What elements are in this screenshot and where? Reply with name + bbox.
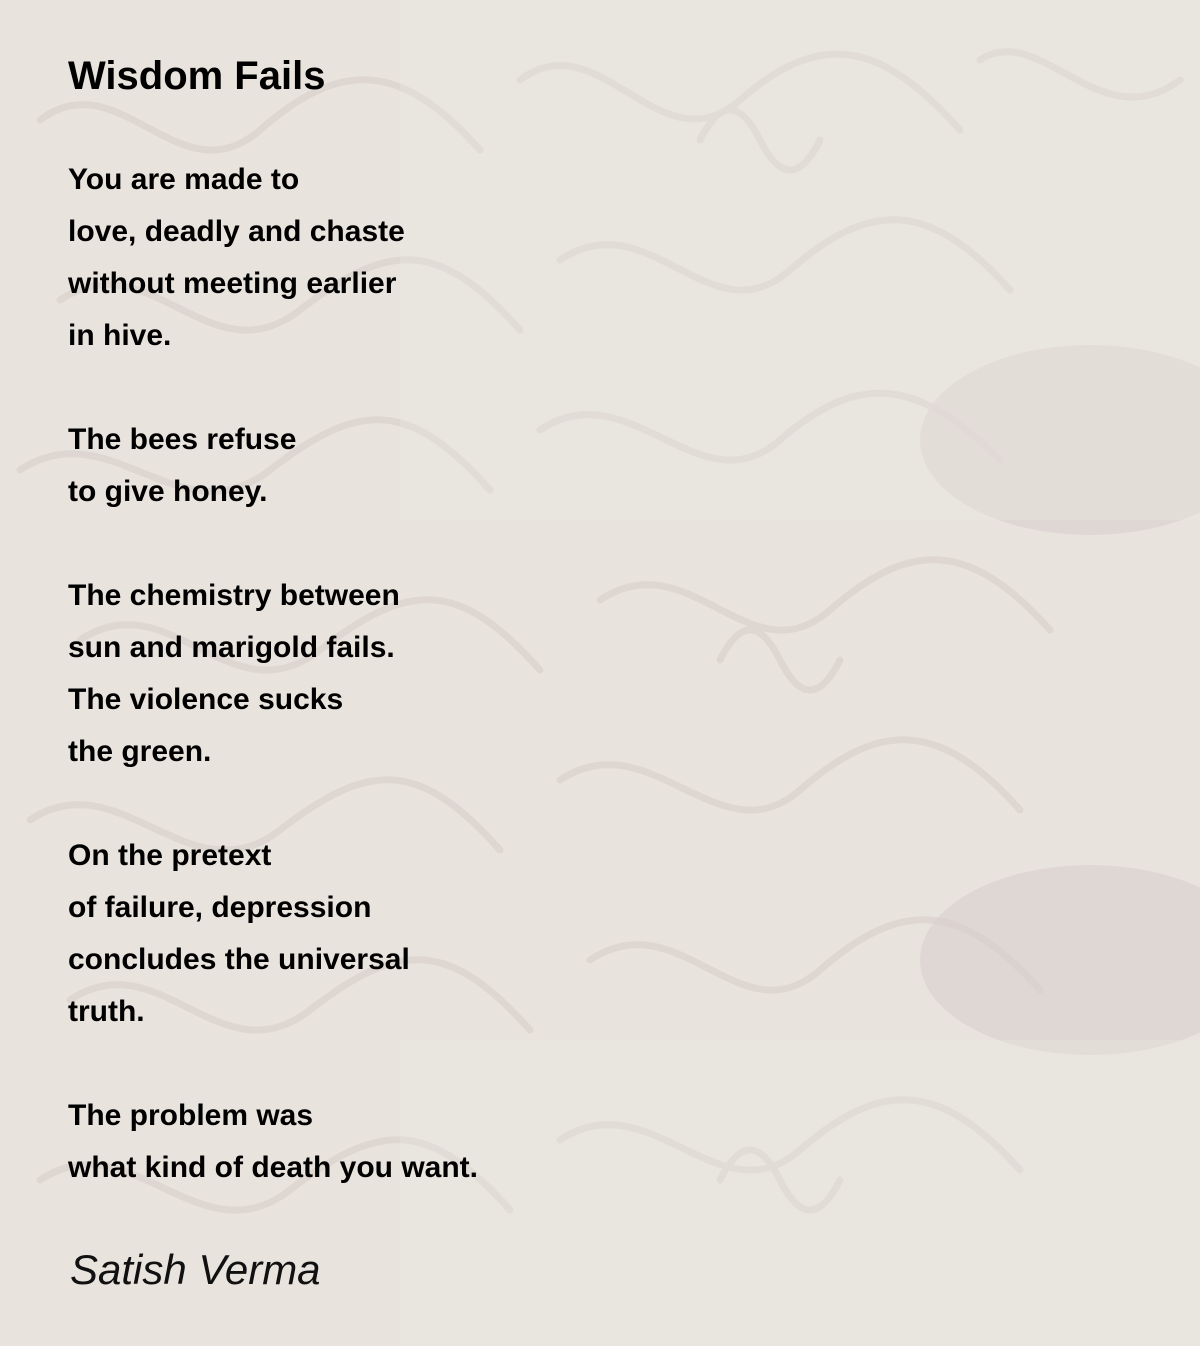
poem-line: truth. [68, 995, 145, 1028]
poem-author: Satish Verma [70, 1246, 321, 1293]
poem-line: love, deadly and chaste [68, 215, 405, 248]
poem-line: what kind of death you want. [68, 1151, 479, 1184]
poem-line: of failure, depression [68, 891, 372, 924]
poem-stanza-2 [68, 414, 968, 518]
poem-line: concludes the universal [68, 943, 410, 976]
poem-body [68, 154, 968, 1194]
poem-line: On the pretext [68, 839, 272, 872]
poem-line: The bees refuse [68, 423, 297, 456]
poem-line: the green. [68, 735, 212, 768]
poem-line: You are made to [68, 163, 300, 196]
poem-stanza-1 [68, 154, 968, 362]
poem-line: to give honey. [68, 475, 268, 508]
poem-line: sun and marigold fails. [68, 631, 395, 664]
poem-title: Wisdom Fails [68, 54, 326, 98]
poem-stanza-4 [68, 830, 968, 1038]
poem-line: The problem was [68, 1099, 314, 1132]
poem-stanza-3 [68, 570, 968, 778]
poem-line: The chemistry between [68, 579, 400, 612]
poem-line: without meeting earlier [68, 267, 397, 300]
poem-stanza-5 [68, 1090, 968, 1194]
poem-line: The violence sucks [68, 683, 344, 716]
poem-line: in hive. [68, 319, 172, 352]
